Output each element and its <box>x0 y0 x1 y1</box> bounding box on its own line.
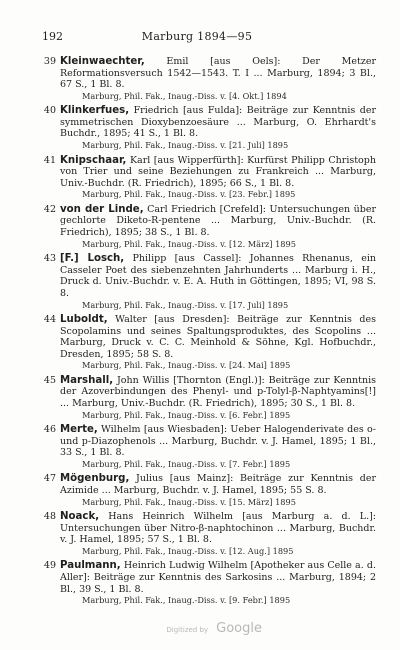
watermark-prefix: Digitized by <box>166 626 209 634</box>
bibliography-entry <box>43 314 376 371</box>
entry-number: 41 <box>43 154 56 166</box>
entry-author: Kleinwaechter, <box>60 56 145 67</box>
entry-dissertation-note: Marburg, Phil. Fak., Inaug.-Diss. v. [12. Aug.] 1895 <box>82 545 294 556</box>
bibliography-entry <box>43 203 376 249</box>
entry-dissertation-note: Marburg, Phil. Fak., Inaug.-Diss. v. [17. Juli] 1895 <box>82 299 289 310</box>
entry-number: 44 <box>43 314 56 325</box>
entry-text: John Willis [Thornton (Engl.)]: Beiträge zur Kenntnis der Azoverbindungen des Phenyl- und p-Tolyl-β-Naphtyamins[!] ... Marburg, Univ.-Buchdr. (R. Friedrich), 1895; 30 S., 1 Bl. 8. <box>60 374 376 410</box>
bibliography-entry <box>43 473 376 507</box>
entry-text: Hans Heinrich Wilhelm [aus Marburg a. d. L.]: Untersuchungen über Nitro-β-naphtochinon ... Marburg, Buchdr. v. J. Hamel, 1895; 57 S., 1 Bl. 8. <box>60 511 376 546</box>
entry-number: 43 <box>43 253 56 265</box>
entry-author: Noack, <box>60 511 100 523</box>
entry-body <box>60 375 376 410</box>
entry-number: 46 <box>43 424 56 436</box>
entry-author: Mögenburg, <box>60 473 130 485</box>
entry-author: Paulmann, <box>60 560 121 572</box>
google-watermark <box>166 617 262 636</box>
entry-body <box>60 155 376 190</box>
entry-body <box>60 511 376 546</box>
entry-dissertation-note: Marburg, Phil. Fak., Inaug.-Diss. v. [15. März] 1895 <box>82 496 296 507</box>
entry-dissertation-note: Marburg, Phil. Fak., Inaug.-Diss. v. [21. Juli] 1895 <box>82 140 289 151</box>
entry-number: 40 <box>43 105 56 117</box>
bibliography-entry <box>43 424 376 469</box>
page-number: 192 <box>42 30 63 43</box>
entry-text: Philipp [aus Cassel]: Johannes Rhenanus, ein Casseler Poet des siebenzehnten Jahrhunderts ... Marburg i. H., Druck d. Univ.-Buchdr. v. E. A. Huth in Göttingen, 1895; VI, 98 S. 8. <box>60 253 376 299</box>
entry-body <box>60 560 376 595</box>
entry-author: Klinkerfues, <box>60 105 130 117</box>
entry-author: von der Linde, <box>60 203 144 215</box>
entry-text: Heinrich Ludwig Wilhelm [Apotheker aus Celle a. d. Aller]: Beiträge zur Kenntnis des Sarkosins ... Marburg, 1894; 2 Bl., 39 S., 1 Bl. 8. <box>60 560 376 595</box>
running-title: Marburg 1894—95 <box>141 30 253 43</box>
entry-number: 49 <box>43 560 56 572</box>
entry-author: [F.] Losch, <box>60 253 125 265</box>
entry-body <box>60 253 376 299</box>
entry-author: Knipschaar, <box>60 154 127 166</box>
entry-body <box>60 56 376 91</box>
bibliography-entry <box>43 105 376 151</box>
entry-dissertation-note: Marburg, Phil. Fak., Inaug.-Diss. v. [23. Febr.] 1895 <box>82 189 296 200</box>
entry-number: 47 <box>43 473 56 485</box>
entry-text: Julius [aus Mainz]: Beiträge zur Kenntnis der Azimide ... Marburg, Buchdr. v. J. Hamel, 1895; 55 S. 8. <box>60 473 376 497</box>
bibliography-entry <box>43 253 376 310</box>
entry-text: Emil [aus Oels]: Der Metzer Reformationsversuch 1542—1543. T. I ... Marburg, 1894; 3 Bl., 67 S., 1 Bl. 8. <box>60 56 376 91</box>
entry-text: Wilhelm [aus Wiesbaden]: Ueber Halogenderivate des o- und p-Diazophenols ... Marburg, Buchdr. v. J. Hamel, 1895; 1 Bl., 33 S., 1 Bl. 8. <box>60 424 376 459</box>
entry-dissertation-note: Marburg, Phil. Fak., Inaug.-Diss. v. [12. März] 1895 <box>82 238 296 249</box>
entry-dissertation-note: Marburg, Phil. Fak., Inaug.-Diss. v. [6. Febr.] 1895 <box>82 409 291 420</box>
bibliography-entry <box>43 154 376 200</box>
entry-author: Merte, <box>60 424 98 436</box>
page-header <box>42 30 352 46</box>
entry-number: 39 <box>43 56 56 67</box>
entry-dissertation-note: Marburg, Phil. Fak., Inaug.-Diss. v. [9. Febr.] 1895 <box>82 595 291 606</box>
entry-list <box>43 56 376 610</box>
bibliography-entry <box>43 560 376 606</box>
entry-dissertation-note: Marburg, Phil. Fak., Inaug.-Diss. v. [4. Okt.] 1894 <box>82 90 287 101</box>
entry-author: Luboldt, <box>60 314 108 325</box>
entry-body <box>60 314 376 360</box>
entry-dissertation-note: Marburg, Phil. Fak., Inaug.-Diss. v. [7. Febr.] 1895 <box>82 458 291 469</box>
entry-body <box>60 105 376 140</box>
entry-body <box>60 473 376 496</box>
entry-author: Marshall, <box>60 374 114 386</box>
entry-text: Carl Friedrich [Crefeld]: Untersuchungen über gechlorte Diketo-R-pentene ... Marburg, Univ.-Buchdr. (R. Friedrich), 1895; 38 S., 1 Bl. 8. <box>60 203 376 239</box>
entry-body <box>60 204 376 239</box>
entry-text: Walter [aus Dresden]: Beiträge zur Kenntnis des Scopolamins und seines Spaltungsproduktes, des Scopolins ... Marburg, Druck v. C. C. Meinhold & Söhne, Kgl. Hofbuchdr., Dresden, 1895; 58 S. 8. <box>60 314 376 360</box>
entry-dissertation-note: Marburg, Phil. Fak., Inaug.-Diss. v. [24. Mai] 1895 <box>82 360 291 371</box>
entry-text: Karl [aus Wipperfürth]: Kurfürst Philipp Christoph von Trier und seine Beziehungen zu Frankreich ... Marburg, Univ.-Buchdr. (R. Friedrich), 1895; 66 S., 1 Bl. 8. <box>60 154 376 189</box>
entry-body <box>60 424 376 459</box>
bibliography-entry <box>43 56 376 101</box>
google-logo: Google <box>216 621 262 636</box>
entry-number: 45 <box>43 374 56 386</box>
bibliography-entry <box>43 511 376 556</box>
entry-text: Friedrich [aus Fulda]: Beiträge zur Kenntnis der symmetrischen Dioxybenzoesäure ... Marburg, O. Ehrhardt's Buchdr., 1895; 41 S., 1 Bl. 8. <box>60 105 376 140</box>
entry-number: 48 <box>43 511 56 523</box>
entry-number: 42 <box>43 203 56 215</box>
bibliography-entry <box>43 374 376 420</box>
